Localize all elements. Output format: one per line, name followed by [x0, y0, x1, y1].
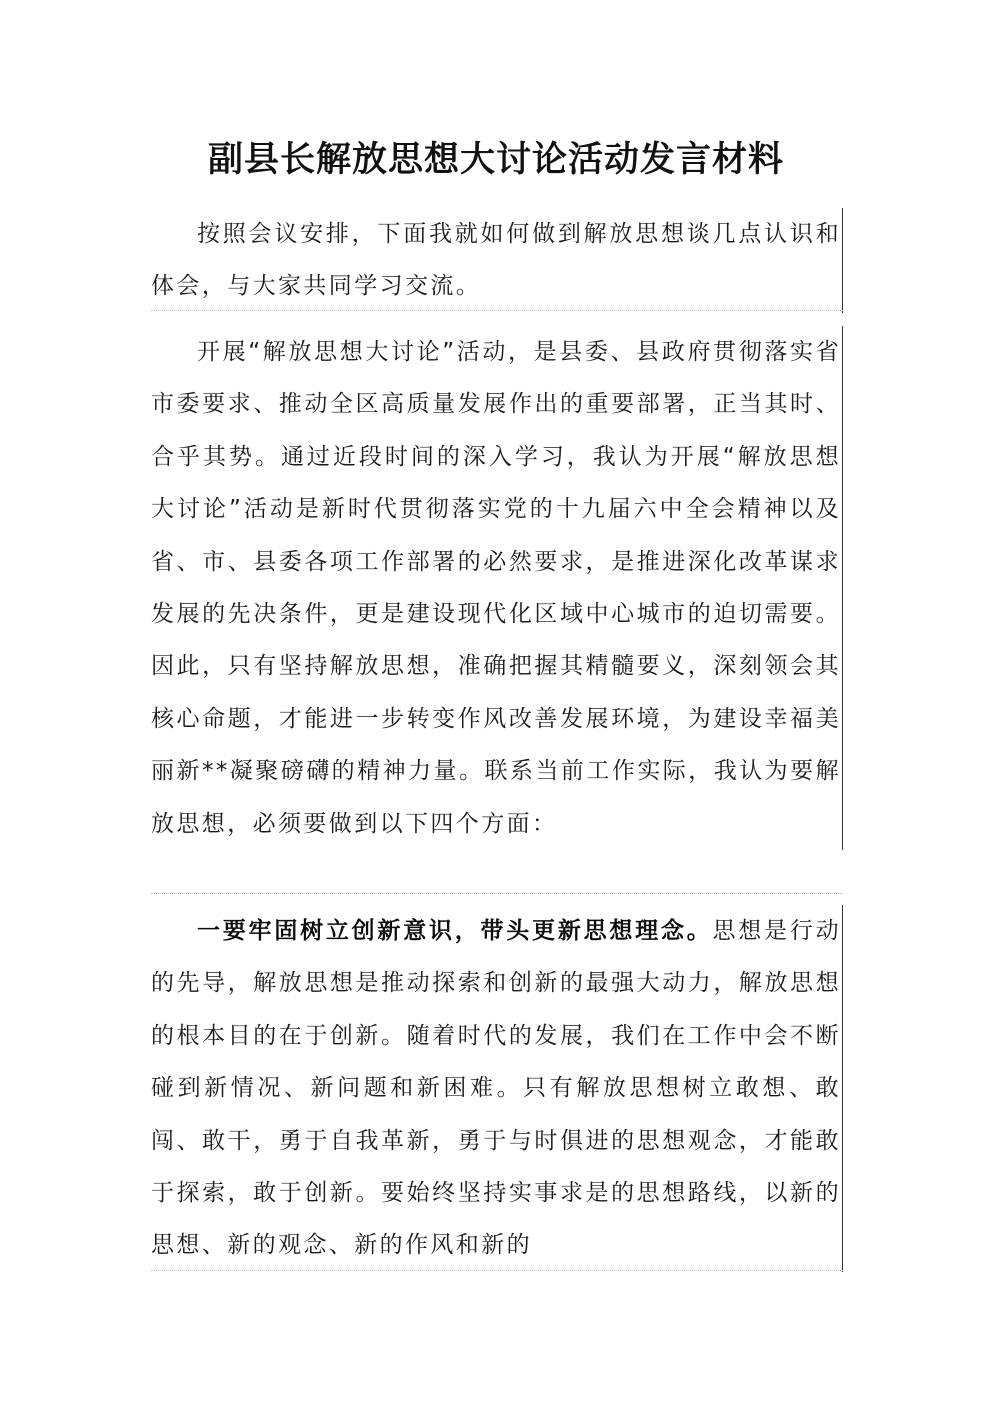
- paragraph-intro: [151, 208, 843, 313]
- paragraph-divider: [151, 893, 843, 894]
- paragraph-background-text: 开展“解放思想大讨论”活动，是县委、县政府贯彻落实省市委要求、推动全区高质量发展作出的重要部署，正当其时、合乎其势。通过近段时间的深入学习，我认为开展“解放思想大讨论”活动是新时代贯彻落实党的十九届六中全会精神以及省、市、县委各项工作部署的必然要求，是推进深化改革谋求发展的先决条件，更是建设现代化区域中心城市的迫切需要。因此，只有坚持解放思想，准确把握其精髓要义，深刻领会其核心命题，才能进一步转变作风改善发展环境，为建设幸福美丽新**凝聚磅礴的精神力量。联系当前工作实际，我认为要解放思想，必须要做到以下四个方面：: [151, 339, 841, 837]
- paragraph-divider: [151, 310, 843, 311]
- paragraph-point-one: [151, 905, 843, 1272]
- paragraph-divider: [151, 1270, 843, 1271]
- document-title: 副县长解放思想大讨论活动发言材料: [207, 140, 784, 180]
- paragraph-point-one-text: 思想是行动的先导，解放思想是推动探索和创新的最强大动力，解放思想的根本目的在于创新。随着时代的发展，我们在工作中会不断碰到新情况、新问题和新困难。只有解放思想树立敢想、敢闯、敢干，勇于自我革新，勇于与时俱进的思想观念，才能敢于探索，敢于创新。要始终坚持实事求是的思想路线，以新的思想、新的观念、新的作风和新的: [151, 918, 841, 1259]
- paragraph-background: [151, 326, 843, 850]
- paragraph-intro-text: 按照会议安排，下面我就如何做到解放思想谈几点认识和体会，与大家共同学习交流。: [151, 221, 841, 300]
- paragraph-point-one-heading: 一要牢固树立创新意识，带头更新思想理念。: [197, 918, 713, 944]
